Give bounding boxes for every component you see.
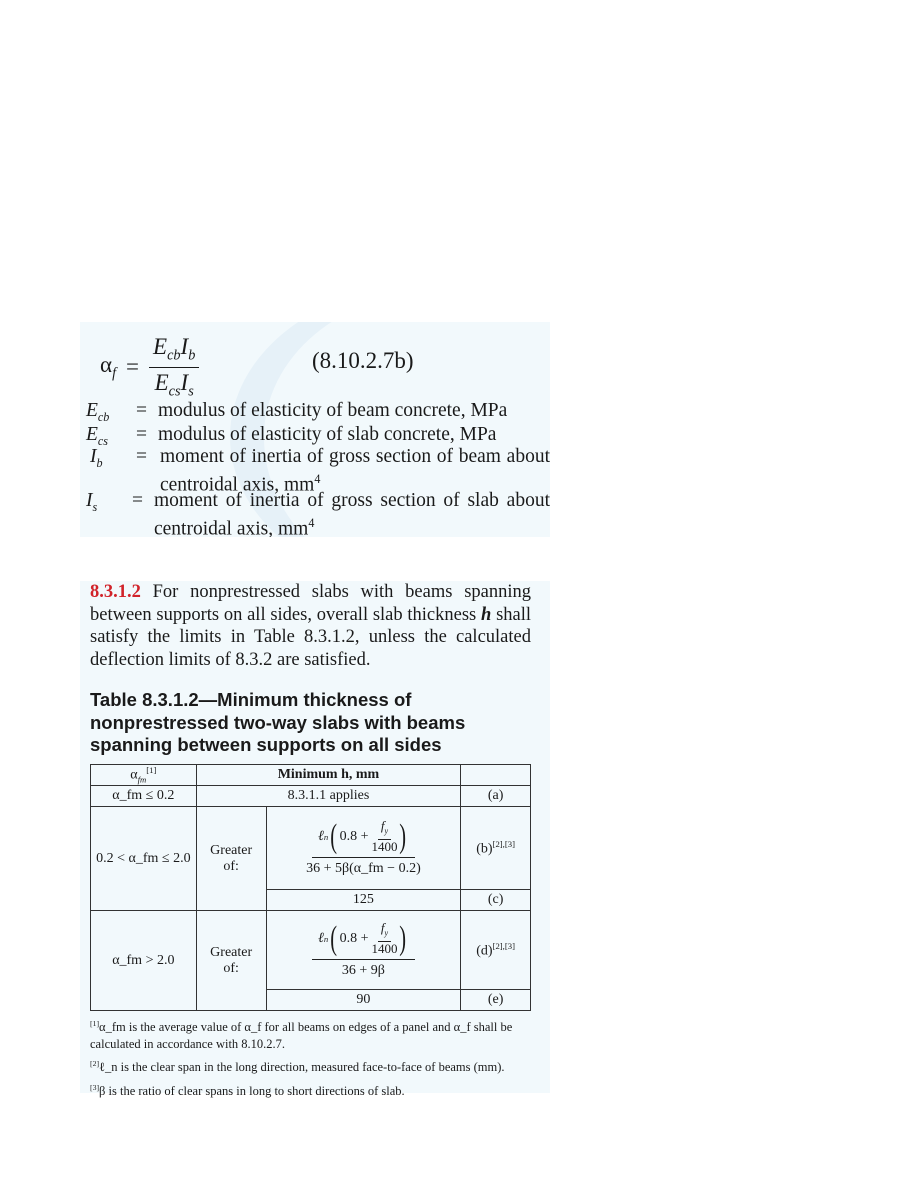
alpha-f-symbol: $\alpha_f$ [100, 351, 117, 382]
minimum-thickness-table [90, 764, 531, 1011]
table-row-b [91, 807, 531, 890]
definition-is: $I_s$ = moment of inertia of gross section of slab about centroidal axis, $mm^4$ [86, 490, 550, 537]
stiffness-fraction: $\frac{E_{cb}I_b}{E_{cs}I_s}$ [149, 334, 199, 400]
footnote-2: [2]ℓ_n is the clear span in the long direction, measured face-to-face of beams (mm). [90, 1059, 505, 1075]
row-a-label: (a) [461, 786, 531, 807]
header-minimum-h: Minimum h, mm [196, 765, 461, 786]
row-a-value: 8.3.1.1 applies [196, 786, 461, 807]
row-d-condition: α_fm > 2.0 [91, 911, 197, 1011]
definition-ecs: $E_{cs}$ = modulus of elasticity of slab concrete, MPa [86, 424, 497, 448]
table-header-row [91, 765, 531, 786]
row-b-greater-of: Greater of: [196, 807, 266, 911]
header-alpha-fm: $\alpha_{fm}[1]$ [91, 765, 197, 786]
row-e-value: 90 [266, 990, 461, 1011]
row-c-label: (c) [461, 890, 531, 911]
table-row-d [91, 911, 531, 990]
footnote-1: [1]α_fm is the average value of α_f for all beams on edges of a panel and α_f shall be calculated in accordance with 8.10.2.7. [90, 1019, 513, 1051]
footnote-3: [3]β is the ratio of clear spans in long to short directions of slab. [90, 1082, 405, 1098]
row-d-formula: ℓ n ( 0.8 + $\frac{f_y}{1400}$ ) 36 + 9β [266, 911, 461, 990]
table-row-a [91, 786, 531, 807]
definition-ib: $I_b$ = moment of inertia of gross section of beam about centroidal axis, $mm^4$ [90, 446, 550, 496]
row-b-condition: 0.2 < α_fm ≤ 2.0 [91, 807, 197, 911]
code-section-panel [80, 581, 550, 1098]
row-b-formula: ℓ n ( 0.8 + $\frac{f_y}{1400}$ ) 36 + 5β(α_fm − 0.2) [266, 807, 461, 890]
table-footnotes [90, 1016, 535, 1103]
row-e-label: (e) [461, 990, 531, 1011]
section-8-3-1-2-paragraph: 8.3.1.2 For nonprestressed slabs with beams spanning between supports on all sides, overall slab thickness h shall satisfy the limits in Table 8.3.1.2, unless the calculated deflection limits of 8.3.2 are satisfied. [90, 582, 532, 670]
equation-8-10-2-7b: $\alpha_f$ = $\frac{E_{cb}I_b}{E_{cs}I_s}$ [100, 334, 199, 400]
definition-ecb: $E_{cb}$ = modulus of elasticity of beam concrete, MPa [86, 400, 508, 424]
equation-panel [80, 322, 550, 537]
equation-number: (8.10.2.7b) [312, 348, 414, 373]
row-b-label: (b)[2],[3] [461, 807, 531, 890]
row-d-label: (d)[2],[3] [461, 911, 531, 990]
table-title: Table 8.3.1.2—Minimum thickness of nonprestressed two-way slabs with beams spanning between supports on all sides [90, 689, 466, 755]
section-reference: 8.3.1.2 [90, 582, 141, 602]
row-d-greater-of: Greater of: [196, 911, 266, 1011]
row-a-condition: α_fm ≤ 0.2 [91, 786, 197, 807]
row-c-value: 125 [266, 890, 461, 911]
